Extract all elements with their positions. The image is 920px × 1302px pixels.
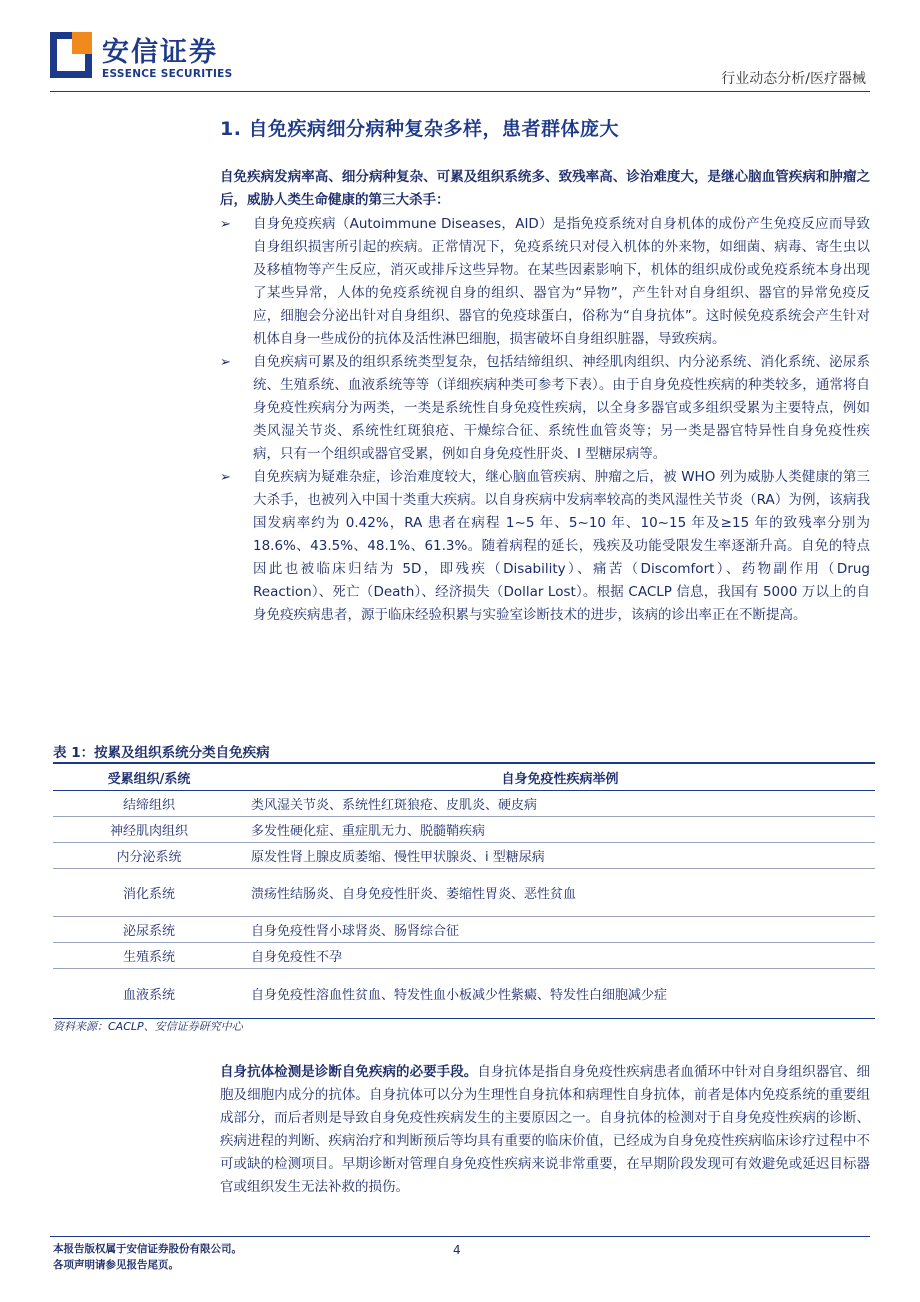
bullet-list — [220, 213, 870, 627]
footer-statement: 各项声明请参见报告尾页。 — [53, 1259, 179, 1271]
table-row — [53, 791, 875, 817]
table-row — [53, 943, 875, 969]
antibody-paragraph-text: 自身抗体是指自身免疫性疾病患者血循环中针对自身组织器官、细胞及细胞内成分的抗体。自身抗体可以分为生理性自身抗体和病理性自身抗体，前者是体内免疫系统的重要组成部分，而后者则是导致自身免疫性疾病发生的主要原因之一。自身抗体的检测对于自身免疫性疾病的诊断、疾病进程的判断、疾病治疗和判断预后等均具有重要的临床价值，已经成为自身免疫性疾病临床诊疗过程中不可或缺的检测项目。早期诊断对管理自身免疫性疾病来说非常重要，在早期阶段发现可有效避免或延迟目标器官或组织发生无法补救的损伤。 — [220, 1064, 871, 1195]
examples-cell: 自身免疫性溶血性贫血、特发性血小板减少性紫癜、特发性白细胞减少症 — [245, 969, 875, 1019]
header-divider — [50, 91, 870, 92]
bullet-text: 自身免疫疾病（Autoimmune Diseases，AID）是指免疫系统对自身机体的成份产生免疫反应而导致自身组织损害所引起的疾病。正常情况下，免疫系统只对侵入机体的外来物，如细菌、病毒、寄生虫以及移植物等产生反应，消灭或排斥这些异物。在某些因素影响下，机体的组织成份或免疫系统本身出现了某些异常，人体的免疫系统视自身的组织、器官为“异物”，产生针对自身组织、器官的异常免疫反应，细胞会分泌出针对自身组织、器官的免疫球蛋白，俗称为“自身抗体”。这时候免疫系统会产生针对机体自身一些成份的抗体及活性淋巴细胞，损害破坏自身组织脏器，导致疾病。 — [253, 216, 870, 347]
system-cell: 结缔组织 — [53, 791, 245, 817]
examples-cell: 溃疡性结肠炎、自身免疫性肝炎、萎缩性胃炎、恶性贫血 — [245, 869, 875, 917]
table-source-note: 资料来源：CACLP、安信证券研究中心 — [53, 1020, 243, 1033]
bullet-arrow-icon: ➢ — [220, 355, 231, 370]
system-cell: 神经肌肉组织 — [53, 817, 245, 843]
table-row — [53, 917, 875, 943]
examples-cell: 自身免疫性不孕 — [245, 943, 875, 969]
bullet-text: 自免疾病为疑难杂症，诊治难度较大，继心脑血管疾病、肿瘤之后，被 WHO 列为威胁人类健康的第三大杀手，也被列入中国十类重大疾病。以自身疾病中发病率较高的类风湿性关节炎（RA）为例，该病我国发病率约为 0.42%，RA 患者在病程 1~5 年、5~10 年、10~15 年及≥15 年的致残率分别为 18.6%、43.5%、48.1%、61.3%。随着病程的延长，残疾及功能受限发生率逐渐升高。自免的特点因此也被临床归结为 5D，即残疾（Disability）、痛苦（Discomfort）、药物副作用（Drug Reaction）、死亡（Death）、经济损失（Dollar Lost）。根据 CACLP 信息，我国有 5000 万以上的自身免疫疾病患者，源于临床经验积累与实验室诊断技术的进步，该病的诊出率正在不断提高。 — [253, 469, 870, 623]
company-name-cn: 安信证券 — [102, 37, 218, 68]
system-cell: 生殖系统 — [53, 943, 245, 969]
footer-copyright: 本报告版权属于安信证券股份有限公司。 — [53, 1243, 242, 1255]
page-number: 4 — [453, 1243, 461, 1257]
bullet-arrow-icon: ➢ — [220, 217, 231, 232]
list-item — [220, 351, 870, 466]
system-cell: 消化系统 — [53, 869, 245, 917]
table-row — [53, 969, 875, 1019]
table-caption: 表 1：按累及组织系统分类自免疾病 — [53, 745, 270, 761]
table-row — [53, 843, 875, 869]
footer-divider — [50, 1236, 870, 1237]
table-row — [53, 817, 875, 843]
report-category: 行业动态分析/医疗器械 — [721, 71, 866, 87]
section-title: 1. 自免疾病细分病种复杂多样，患者群体庞大 — [220, 118, 620, 140]
table-row — [53, 869, 875, 917]
examples-cell: 类风湿关节炎、系统性红斑狼疮、皮肌炎、硬皮病 — [245, 791, 875, 817]
column-header-examples: 自身免疫性疾病举例 — [245, 763, 875, 791]
antibody-paragraph-lead: 自身抗体检测是诊断自免疾病的必要手段。 — [220, 1064, 478, 1080]
company-name-en: ESSENCE SECURITIES — [102, 68, 233, 80]
examples-cell: 自身免疫性肾小球肾炎、肠肾综合征 — [245, 917, 875, 943]
logo-mark-icon — [50, 32, 92, 78]
system-cell: 血液系统 — [53, 969, 245, 1019]
system-cell: 泌尿系统 — [53, 917, 245, 943]
lead-paragraph: 自免疾病发病率高、细分病种复杂、可累及组织系统多、致残率高、诊治难度大，是继心脑血管疾病和肿瘤之后，威胁人类生命健康的第三大杀手： — [220, 169, 870, 208]
bullet-arrow-icon: ➢ — [220, 470, 231, 485]
footer-disclaimer — [53, 1241, 242, 1273]
disease-classification-table — [53, 762, 875, 1019]
antibody-paragraph — [220, 1061, 870, 1199]
examples-cell: 多发性硬化症、重症肌无力、脱髓鞘疾病 — [245, 817, 875, 843]
list-item — [220, 213, 870, 351]
bullet-text: 自免疾病可累及的组织系统类型复杂，包括结缔组织、神经肌肉组织、内分泌系统、消化系统、泌尿系统、生殖系统、血液系统等等（详细疾病种类可参考下表）。由于自身免疫性疾病的种类较多，通常将自身免疫性疾病分为两类，一类是系统性自身免疫性疾病，以全身多器官或多组织受累为主要特点，例如类风湿关节炎、系统性红斑狼疮、干燥综合征、系统性血管炎等；另一类是器官特异性自身免疫性疾病，只有一个组织或器官受累，例如自身免疫性肝炎、I 型糖尿病等。 — [253, 354, 870, 462]
examples-cell: 原发性肾上腺皮质萎缩、慢性甲状腺炎、i 型糖尿病 — [245, 843, 875, 869]
system-cell: 内分泌系统 — [53, 843, 245, 869]
company-logo — [50, 30, 250, 86]
column-header-system: 受累组织/系统 — [53, 763, 245, 791]
list-item — [220, 466, 870, 627]
table-header-row — [53, 763, 875, 791]
